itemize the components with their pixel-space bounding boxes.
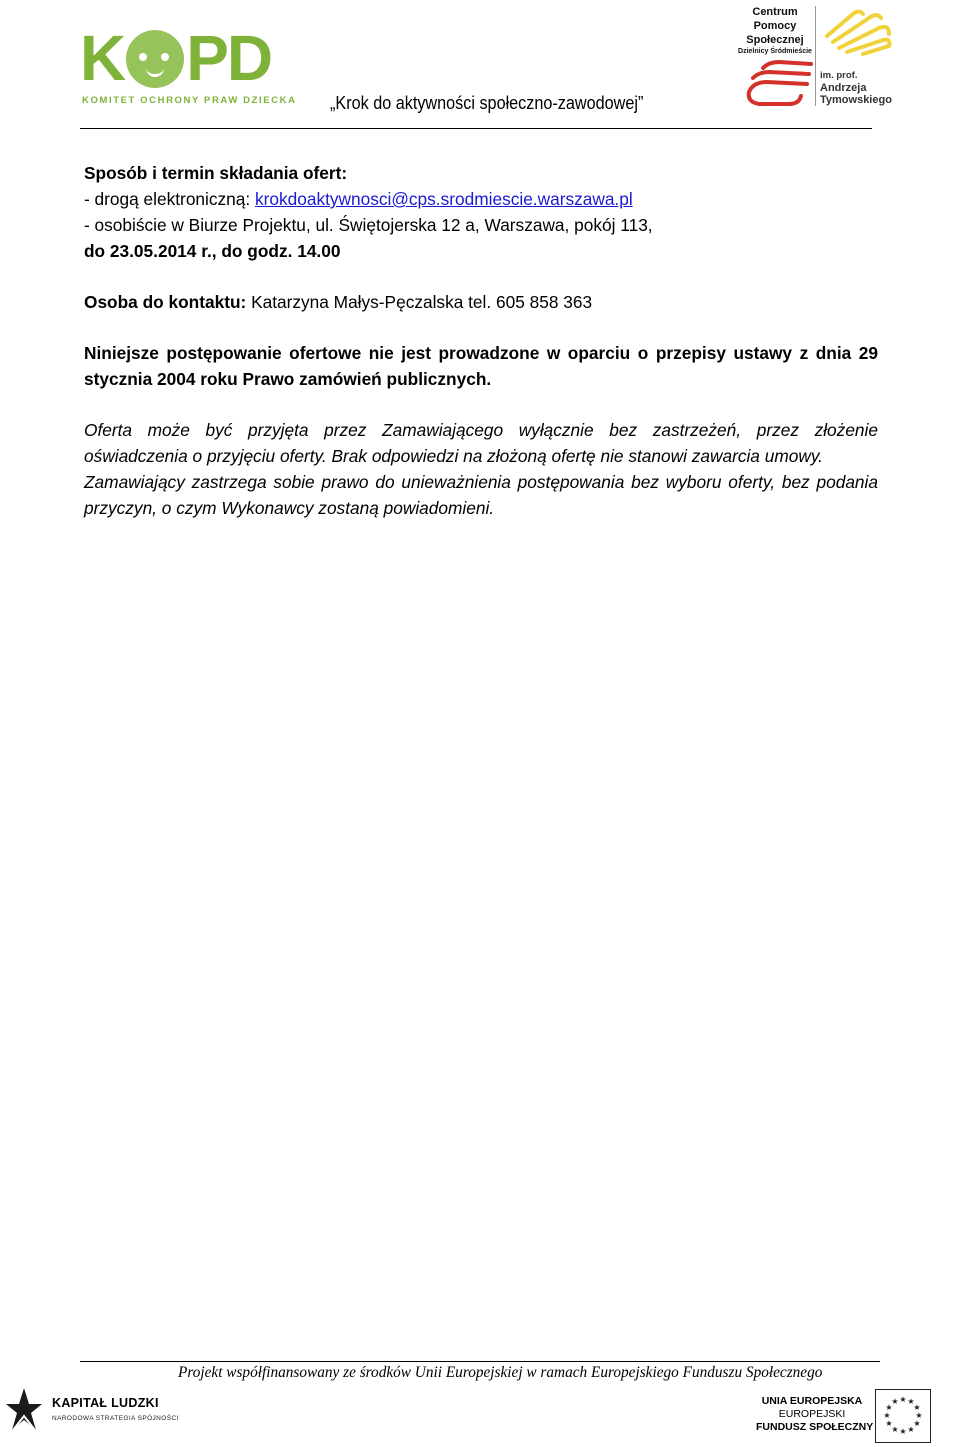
svg-text:★: ★: [885, 1403, 893, 1412]
svg-text:★: ★: [913, 1419, 921, 1428]
cps-patron-first: Andrzeja: [820, 82, 867, 94]
kopd-logo-subtitle: KOMITET OCHRONY PRAW DZIECKA: [82, 95, 297, 106]
kapital-ludzki-subtitle: NARODOWA STRATEGIA SPÓJNOŚCI: [52, 1415, 179, 1422]
svg-text:★: ★: [883, 1411, 891, 1420]
eu-text: [756, 1395, 874, 1433]
eu-flag-icon: [875, 1389, 931, 1443]
cps-logo-name: [735, 5, 815, 57]
in-person-submission: - osobiście w Biurze Projektu, ul. Świętojerska 12 a, Warszawa, pokój 113,: [84, 215, 653, 235]
svg-text:★: ★: [915, 1411, 923, 1420]
eu-line-2: EUROPEJSKI: [778, 1408, 846, 1420]
svg-text:★: ★: [899, 1395, 907, 1404]
cps-line-3: Społecznej: [746, 34, 804, 46]
header-divider: [80, 128, 872, 129]
contact-person: [84, 289, 878, 315]
cps-district: Dzielnicy Śródmieście: [738, 48, 812, 55]
contact-label: Osoba do kontaktu:: [84, 292, 252, 312]
cps-line-2: Pomocy: [753, 20, 797, 32]
svg-text:★: ★: [907, 1425, 915, 1434]
yellow-hand-icon: [823, 6, 895, 56]
cps-logo: [735, 2, 905, 114]
eu-line-3: FUNDUSZ SPOŁECZNY: [756, 1421, 874, 1433]
electronic-submission: [84, 186, 878, 212]
cps-line-1: Centrum: [752, 6, 798, 18]
submission-deadline: do 23.05.2014 r., do godz. 14.00: [84, 241, 341, 261]
offer-acceptance: Oferta może być przyjęta przez Zamawiającego wyłącznie bez zastrzeżeń, przez złożenie oświadczenia o przyjęciu oferty. Brak odpowiedzi na złożoną ofertę nie stanowi zawarcia umowy.: [84, 420, 878, 466]
project-title: „Krok do aktywności społeczno-zawodowej”: [330, 93, 644, 113]
kapital-ludzki-title: KAPITAŁ LUDZKI: [52, 1396, 159, 1410]
svg-text:★: ★: [899, 1427, 907, 1436]
eu-line-1: UNIA EUROPEJSKA: [761, 1395, 863, 1407]
contact-value: Katarzyna Małys-Pęczalska tel. 605 858 363: [251, 292, 593, 312]
kopd-logo: [80, 22, 297, 108]
email-link[interactable]: krokdoaktywnosci@cps.srodmiescie.warszawa.pl: [254, 189, 633, 209]
svg-text:★: ★: [913, 1403, 921, 1412]
footer-divider: [80, 1361, 880, 1362]
cps-divider: [815, 6, 816, 106]
kapital-ludzki-star-icon: [4, 1386, 44, 1438]
electronic-prefix: - drogą elektroniczną:: [84, 189, 255, 209]
kopd-logo-letters: K PD: [80, 22, 272, 94]
kapital-ludzki-logo: [4, 1384, 194, 1440]
cofinancing-note: Projekt współfinansowany ze środków Unii Europejskiej w ramach Europejskiego Funduszu Społecznego: [178, 1364, 823, 1381]
submission-heading: Sposób i termin składania ofert:: [84, 163, 348, 183]
cancellation-notice: Zamawiający zastrzega sobie prawo do unieważnienia postępowania bez wyboru oferty, bez podania przyczyn, o czym Wykonawcy zostaną powiadomieni.: [84, 472, 878, 518]
cps-patron-last: Tymowskiego: [820, 94, 892, 106]
cps-patron-prefix: im. prof.: [820, 70, 858, 81]
svg-text:★: ★: [891, 1425, 899, 1434]
svg-text:★: ★: [907, 1397, 915, 1406]
child-face-icon: [126, 30, 184, 88]
document-body: [84, 160, 878, 521]
law-notice: Niniejsze postępowanie ofertowe nie jest prowadzone w oparciu o przepisy ustawy z dnia 29 stycznia 2004 roku Prawo zamówień publicznych.: [84, 343, 878, 389]
cps-patron: [820, 70, 892, 106]
red-hand-icon: [739, 56, 815, 108]
svg-text:★: ★: [885, 1419, 893, 1428]
svg-text:★: ★: [891, 1397, 899, 1406]
